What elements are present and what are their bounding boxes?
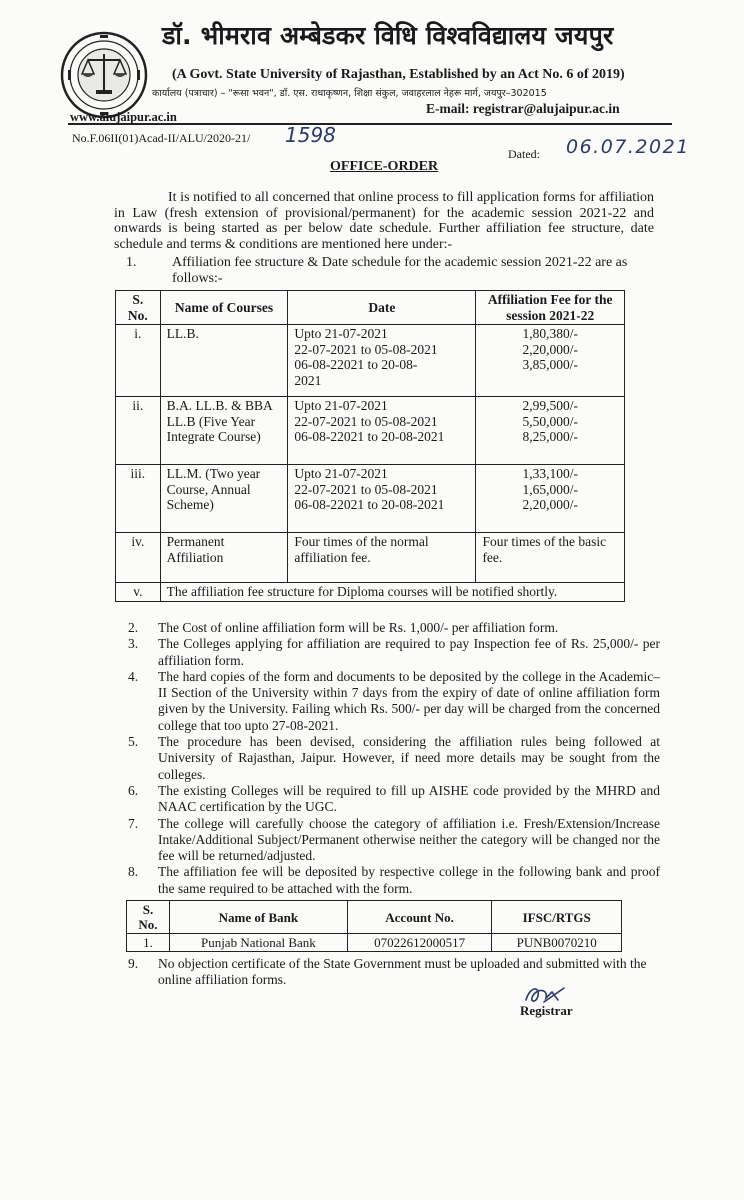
date-line: Upto 21-07-2021 (294, 326, 388, 341)
item-text: The existing Colleges will be required to fill up AISHE code provided by the MHRD and NAAC certification by the UGC. (158, 782, 660, 815)
cell-course: LL.B. (160, 325, 288, 397)
list-item-9 (126, 956, 660, 989)
fee-line: 1,65,000/- (522, 481, 578, 497)
date-line: Upto 21-07-2021 (294, 398, 388, 413)
table-header-row (127, 901, 622, 934)
item-number: 7. (128, 815, 139, 831)
cell-fees (476, 325, 625, 397)
table-row (116, 533, 625, 583)
handwritten-reference-number: 1598 (285, 123, 336, 147)
fee-line: 3,85,000/- (522, 357, 578, 372)
cell-account-no: 07022612000517 (347, 934, 492, 952)
fee-line: 2,20,000/- (522, 341, 578, 357)
cell-sno: iv. (116, 533, 161, 583)
handwritten-date: 06.07.2021 (566, 136, 690, 158)
item-number: 1. (126, 255, 137, 270)
fee-line: 1,33,100/- (522, 466, 578, 481)
cell-sno: i. (116, 325, 161, 397)
list-item (126, 669, 660, 734)
cell-dates (288, 465, 476, 533)
item-text: The procedure has been devised, considering the affiliation rules being followed at University of Rajasthan, Jaipur. However, if need more details may be sought from the colleges. (158, 734, 660, 782)
item-number: 6. (128, 782, 139, 798)
item-number: 3. (128, 636, 139, 652)
letterhead-divider (68, 123, 672, 125)
university-subtitle: (A Govt. State University of Rajasthan, Established by an Act No. 6 of 2019) (172, 67, 625, 82)
office-address: कार्यालय (पत्राचार) – "रूसा भवन", डॉ. एस. राधाकृष्णन, शिक्षा संकुल, जवाहरलाल नेहरू मार्ग, जयपुर–302015 (152, 88, 547, 99)
date-line: 06-08-22021 to 20-08-2021 (294, 429, 445, 444)
list-item (126, 956, 660, 989)
table-row (116, 325, 625, 397)
registrar-title: Registrar (520, 1003, 573, 1018)
table-row (127, 934, 622, 952)
cell-sno: iii. (116, 465, 161, 533)
list-item-1 (126, 255, 656, 286)
cell-fees (476, 465, 625, 533)
fee-line: 2,99,500/- (522, 398, 578, 413)
list-item (126, 816, 660, 865)
email-link[interactable]: E-mail: registrar@alujaipur.ac.in (426, 101, 620, 116)
header-bank-name: Name of Bank (170, 901, 348, 934)
date-line: 22-07-2021 to 05-08-2021 (294, 413, 438, 429)
cell-diploma-note: The affiliation fee structure for Diploma courses will be notified shortly. (160, 583, 624, 602)
cell-fees: Four times of the basic fee. (476, 533, 625, 583)
item-text: The Cost of online affiliation form will be Rs. 1,000/- per affiliation form. (158, 620, 559, 635)
cell-sno: v. (116, 583, 161, 602)
header-account-no: Account No. (347, 901, 492, 934)
date-line: 22-07-2021 to 05-08-2021 (294, 481, 438, 497)
header-course: Name of Courses (160, 291, 288, 325)
fee-line: 5,50,000/- (522, 413, 578, 429)
list-item (126, 734, 660, 783)
date-line: 22-07-2021 to 05-08-2021 (294, 341, 438, 357)
item-number: 2. (128, 620, 139, 635)
table-row (116, 397, 625, 465)
order-title: OFFICE-ORDER (330, 159, 439, 174)
cell-bank-name: Punjab National Bank (170, 934, 348, 952)
cell-course: LL.M. (Two year Course, Annual Scheme) (160, 465, 288, 533)
item-number: 8. (128, 864, 139, 880)
cell-sno: 1. (127, 934, 170, 952)
item-text: The college will carefully choose the category of affiliation i.e. Fresh/Extension/Increase Intake/Additional Subject/Permanent otherwise neither the category will be changed nor the fee will be returned/adjusted. (158, 815, 660, 864)
cell-fees (476, 397, 625, 465)
table-header-row (116, 291, 625, 325)
cell-sno: ii. (116, 397, 161, 465)
date-line: 06-08-22021 to 20-08-2021 (294, 497, 445, 512)
item-text: The Colleges applying for affiliation are required to pay Inspection fee of Rs. 25,000/- per affiliation form. (158, 636, 660, 668)
header-sno: S. No. (116, 291, 161, 325)
cell-dates: Four times of the normal affiliation fee. (288, 533, 476, 583)
dated-label: Dated: (508, 147, 540, 161)
list-item (126, 636, 660, 669)
website-link[interactable]: www.alujaipur.ac.in (70, 110, 177, 124)
fee-line: 2,20,000/- (522, 497, 578, 512)
cell-course: Permanent Affiliation (160, 533, 288, 583)
cell-dates (288, 397, 476, 465)
table-row (116, 583, 625, 602)
terms-list (126, 620, 660, 897)
cell-dates (288, 325, 476, 397)
list-item (126, 864, 660, 897)
date-line: Upto 21-07-2021 (294, 466, 388, 481)
fee-line: 1,80,380/- (522, 326, 578, 341)
header-ifsc: IFSC/RTGS (492, 901, 622, 934)
intro-paragraph: It is notified to all concerned that online process to fill application forms for affiliation in Law (fresh extension of provisional/permanent) for the academic session 2021-22 and onwards is being started as per below date schedule. Further affiliation fee structure, date schedule and terms & conditions are mentioned here under:- (114, 190, 654, 252)
list-item (126, 783, 660, 816)
university-emblem-icon (56, 30, 152, 120)
cell-ifsc: PUNB0070210 (492, 934, 622, 952)
cell-course: B.A. LL.B. & BBA LL.B (Five Year Integrate Course) (160, 397, 288, 465)
list-item (126, 620, 660, 636)
reference-number: No.F.06II(01)Acad-II/ALU/2020-21/ (72, 131, 251, 145)
item-text: The hard copies of the form and documents to be deposited by the college in the Academic–II Section of the University within 7 days from the expiry of date of online affiliation form given by the University. Failing which Rs. 500/- per day will be charged from the concerned college that too upto 27-08-2021. (158, 668, 660, 733)
header-date: Date (288, 291, 476, 325)
university-hindi-name: डॉ. भीमराव अम्बेडकर विधि विश्वविद्यालय जयपुर (162, 21, 614, 50)
table-row (116, 465, 625, 533)
header-sno: S. No. (127, 901, 170, 934)
affiliation-fee-table (115, 290, 625, 602)
date-line: 2021 (294, 372, 322, 388)
date-line: 06-08-22021 to 20-08- (294, 357, 418, 372)
item-number: 4. (128, 668, 139, 684)
item-number: 5. (128, 734, 139, 750)
fee-line: 8,25,000/- (522, 429, 578, 444)
header-fee: Affiliation Fee for the session 2021-22 (476, 291, 625, 325)
item-text: The affiliation fee will be deposited by respective college in the following bank and proof the same required to be attached with the form. (158, 864, 660, 896)
item-number: 9. (128, 956, 139, 971)
bank-details-table (126, 900, 622, 952)
item-text: No objection certificate of the State Government must be uploaded and submitted with the online affiliation forms. (158, 956, 647, 988)
item-text: Affiliation fee structure & Date schedule for the academic session 2021-22 are as follows:- (172, 255, 628, 286)
